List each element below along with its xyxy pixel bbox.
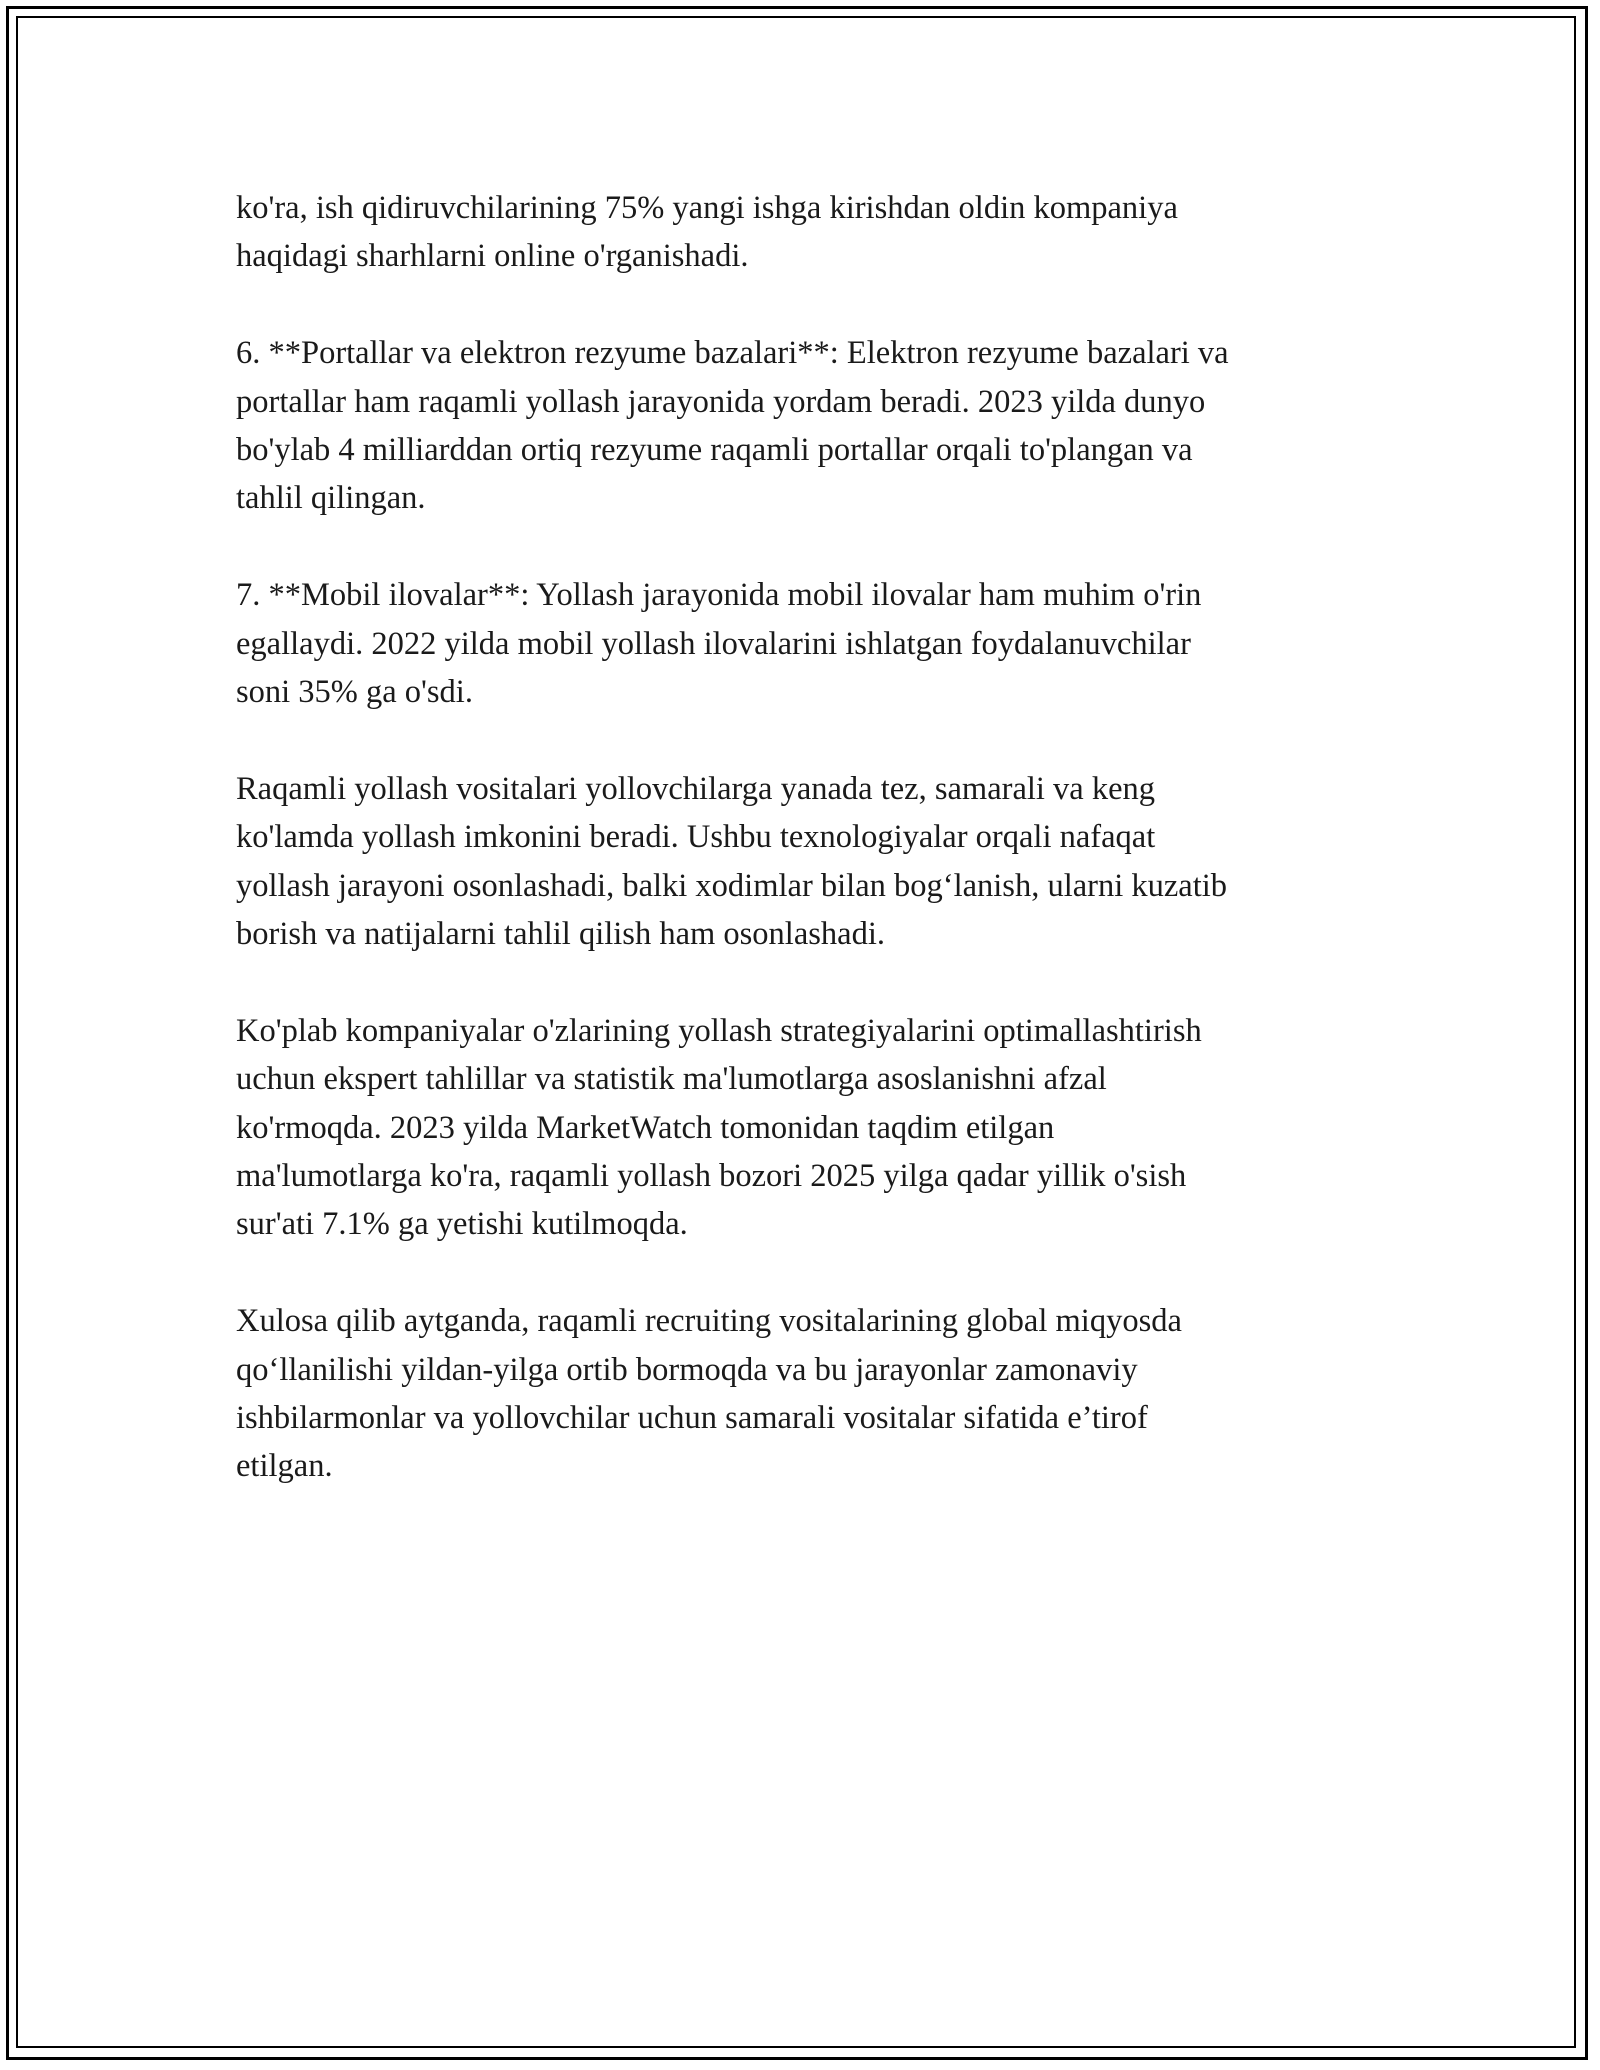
paragraph-reviews-continuation: ko'ra, ish qidiruvchilarining 75% yangi ishga kirishdan oldin kompaniya haqidagi sharhlarni online o'rganishadi. xyxy=(236,190,1178,275)
document-body xyxy=(236,184,1376,1539)
paragraph-digital-tools: Raqamli yollash vositalari yollovchilarga yanada tez, samarali va keng ko'lamda yollash imkonini beradi. Ushbu texnologiyalar orqali nafaqat yollash jarayoni osonlashadi, balki xodimlar bilan bog‘lanish, ularni kuzatib borish va natijalarni tahlil qilish ham osonlashadi. xyxy=(236,770,1228,953)
paragraph-strategies: Ko'plab kompaniyalar o'zlarining yollash strategiyalarini optimallashtirish uchun ekspert tahlillar va statistik ma'lumotlarga asoslanishni afzal ko'rmoqda. 2023 yilda MarketWatch tomonidan taqdim etilgan ma'lumotlarga ko'ra, raqamli yollash bozori 2025 yilga qadar yillik o'sish sur'ati 7.1% ga yetishi kutilmoqda. xyxy=(236,1012,1202,1243)
paragraph-conclusion: Xulosa qilib aytganda, raqamli recruiting vositalarining global miqyosda qo‘llanilishi yildan-yilga ortib bormoqda va bu jarayonlar zamonaviy ishbilarmonlar va yollovchilar uchun samarali vositalar sifatida e’tirof etilgan. xyxy=(236,1303,1182,1485)
paragraph-portals: 6. **Portallar va elektron rezyume bazalari**: Elektron rezyume bazalari va portallar ham raqamli yollash jarayonida yordam beradi. 2023 yilda dunyo bo'ylab 4 milliarddan ortiq rezyume raqamli portallar orqali to'plangan va tahlil qilingan. xyxy=(236,335,1229,517)
paragraph-mobile-apps: 7. **Mobil ilovalar**: Yollash jarayonida mobil ilovalar ham muhim o'rin egallaydi. 2022 yilda mobil yollash ilovalarini ishlatgan foydalanuvchilar soni 35% ga o'sdi. xyxy=(236,577,1202,711)
